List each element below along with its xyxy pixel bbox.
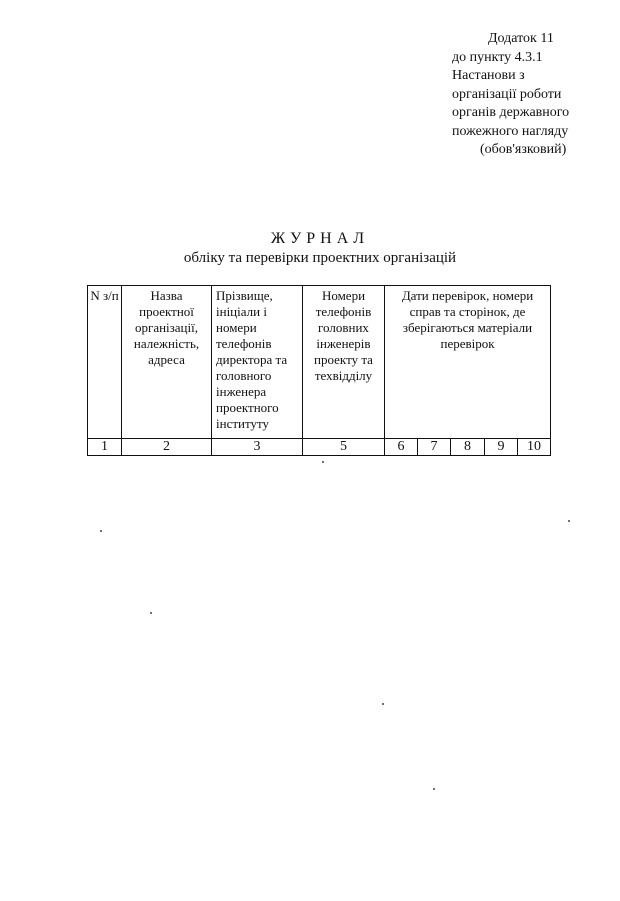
journal-subtitle: обліку та перевірки проектних організацій [183, 250, 457, 266]
table-header-row [88, 286, 551, 439]
header-director-names: Прізвище, ініціали і номери телефонів директора та головного інженера проектного інституту [212, 286, 303, 439]
column-number: 6 [385, 439, 418, 456]
scan-speck [322, 461, 324, 463]
header-phones: Номери телефонів головних інженерів проекту та техвідділу [303, 286, 385, 439]
scan-speck [382, 703, 384, 705]
table-number-row [88, 439, 551, 456]
scan-speck [100, 530, 102, 532]
column-number: 5 [303, 439, 385, 456]
appendix-line: органів державного [452, 105, 570, 120]
column-number: 8 [451, 439, 485, 456]
journal-table [87, 285, 551, 456]
appendix-line: Настанови з [452, 68, 525, 83]
appendix-line: до пункту 4.3.1 [452, 49, 543, 65]
scan-speck [150, 612, 152, 614]
column-number: 10 [518, 439, 551, 456]
appendix-line: організації роботи [452, 86, 562, 102]
scan-speck [433, 788, 435, 790]
appendix-line: (обов'язковий) [480, 142, 567, 157]
column-number: 1 [88, 439, 122, 456]
journal-title: ЖУРНАЛ [270, 230, 370, 247]
column-number: 7 [418, 439, 451, 456]
scan-speck [568, 520, 570, 522]
appendix-note [452, 30, 612, 160]
column-number: 3 [212, 439, 303, 456]
header-number: N з/п [88, 286, 122, 439]
appendix-line: Додаток 11 [488, 31, 554, 46]
column-number: 9 [485, 439, 518, 456]
header-inspection-dates: Дати перевірок, номери справ та сторінок, де зберігаються матеріали перевірок [385, 286, 551, 439]
column-number: 2 [122, 439, 212, 456]
appendix-line: пожежного нагляду [452, 123, 569, 139]
header-org-name: Назва проектної організації, належність, адреса [122, 286, 212, 439]
